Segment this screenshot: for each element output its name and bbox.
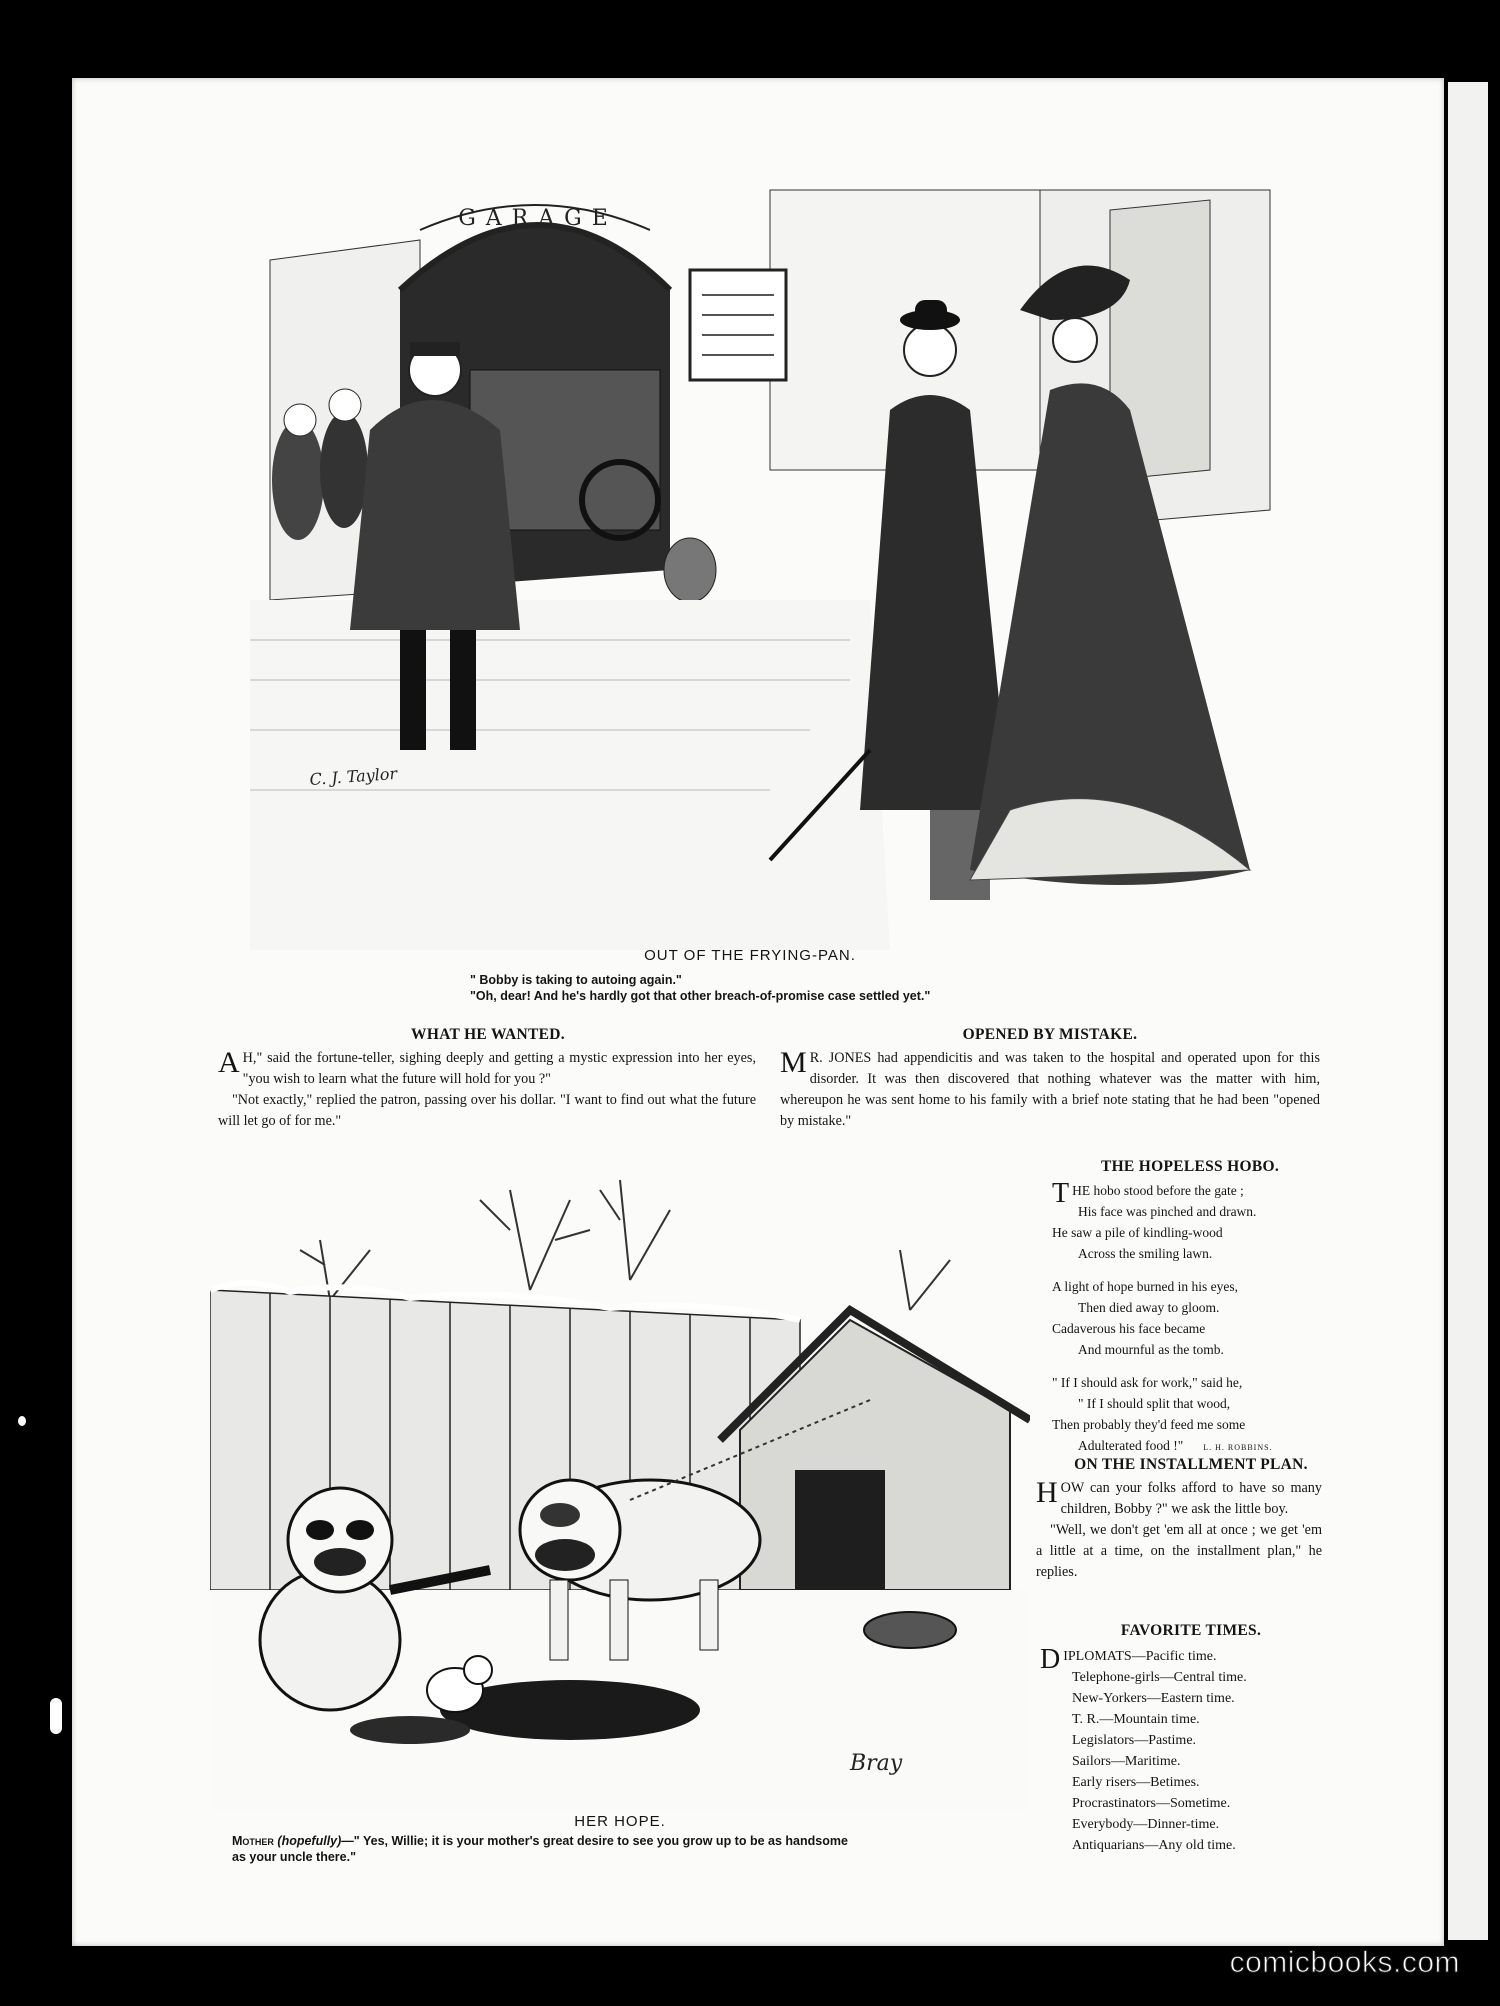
poem-line: HE hobo stood before the gate ; <box>1072 1183 1244 1198</box>
opened-by-mistake-para-1: R. JONES had appendicitis and was taken to the hospital and operated upon for this disorder. It was then discovered that nothing whatever was the matter with him, whereupon he was sent home to his family with a brief note stating that he had been "opened by mistake." <box>780 1050 1320 1129</box>
top-cartoon-title: OUT OF THE FRYING-PAN. <box>644 947 856 964</box>
poem-line: " If I should ask for work," said he, <box>1052 1375 1243 1390</box>
poem-stanza-1 <box>1052 1180 1352 1264</box>
scan-mark <box>50 1698 62 1734</box>
bottom-cartoon-line-2: as your uncle there." <box>232 1850 357 1864</box>
poem-line: Then probably they'd feed me some <box>1052 1417 1246 1432</box>
favorite-times-item: Sailors—Maritime. <box>1072 1754 1181 1769</box>
caption-speech: —" Yes, Willie; it is your mother's great desire to see you grow up to be as handsome <box>341 1834 848 1848</box>
bottom-cartoon-line-1 <box>232 1833 1032 1849</box>
favorite-times-dropcap: D <box>1040 1644 1061 1675</box>
favorite-times-item <box>1040 1644 1340 1675</box>
bottom-cartoon-title: HER HOPE. <box>574 1813 666 1830</box>
favorite-times-list <box>1040 1646 1340 1856</box>
garage-scene-drawing <box>250 170 1320 950</box>
caption-speaker: Mother <box>232 1834 274 1848</box>
poem-line: " If I should split that wood, <box>1078 1396 1231 1411</box>
favorite-times-item: Everybody—Dinner-time. <box>1072 1817 1220 1832</box>
poem-line: Then died away to gloom. <box>1078 1300 1220 1315</box>
site-watermark: comicbooks.com <box>1229 1946 1460 1979</box>
poem-line <box>1052 1435 1352 1458</box>
poem-line: His face was pinched and drawn. <box>1078 1204 1257 1219</box>
top-cartoon-illustration <box>250 170 1320 950</box>
installment-plan-para-1: OW can your folks afford to have so many children, Bobby ?" we ask the little boy. <box>1060 1480 1322 1517</box>
favorite-times-item: New-Yorkers—Eastern time. <box>1072 1691 1235 1706</box>
favorite-times-item: Procrastinators—Sometime. <box>1072 1796 1231 1811</box>
poem-stanza-3 <box>1052 1372 1352 1458</box>
top-cartoon-line-2: "Oh, dear! And he's hardly got that other breach-of-promise case settled yet." <box>470 989 931 1003</box>
hopeless-hobo-heading: THE HOPELESS HOBO. <box>1100 1158 1280 1175</box>
hopeless-hobo-poem <box>1052 1180 1352 1470</box>
top-cartoon-line-1: " Bobby is taking to autoing again." <box>470 973 682 987</box>
poem-line: A light of hope burned in his eyes, <box>1052 1279 1238 1294</box>
opened-by-mistake-heading: OPENED BY MISTAKE. <box>962 1026 1138 1043</box>
what-he-wanted-para-2: "Not exactly," replied the patron, passing over his dollar. "I want to find out what the future will let go of for me." <box>218 1092 756 1129</box>
favorite-times-item: Legislators—Pastime. <box>1072 1733 1197 1748</box>
facing-page-edge <box>1448 82 1488 1940</box>
bulldog-scene-drawing <box>210 1170 1030 1810</box>
poem-line: Cadaverous his face became <box>1052 1321 1206 1336</box>
favorite-times-item: Antiquarians—Any old time. <box>1072 1838 1236 1853</box>
poem-line-text: Adulterated food !" <box>1078 1438 1184 1453</box>
hopeless-hobo-dropcap: T <box>1052 1178 1070 1209</box>
what-he-wanted-heading: WHAT HE WANTED. <box>411 1026 565 1043</box>
favorite-times-item: Early risers—Betimes. <box>1072 1775 1200 1790</box>
bottom-cartoon-illustration <box>210 1170 1030 1810</box>
scan-mark <box>18 1416 26 1426</box>
installment-plan-para-2: "Well, we don't get 'em all at once ; we get 'em a little at a time, on the installment plan," he replies. <box>1036 1522 1322 1580</box>
favorite-times-heading: FAVORITE TIMES. <box>1120 1622 1262 1639</box>
poem-line: And mournful as the tomb. <box>1078 1342 1224 1357</box>
bottom-cartoon-signature: Bray <box>850 1751 903 1776</box>
favorite-times-item-text: IPLOMATS—Pacific time. <box>1063 1649 1217 1664</box>
poem-stanza-2 <box>1052 1276 1352 1360</box>
installment-plan-heading: ON THE INSTALLMENT PLAN. <box>1074 1456 1308 1473</box>
installment-plan-story <box>1036 1478 1322 1583</box>
opened-by-mistake-story <box>780 1048 1320 1132</box>
opened-by-mistake-dropcap: M <box>780 1046 807 1079</box>
top-cartoon-signature: C. J. Taylor <box>308 763 398 789</box>
what-he-wanted-dropcap: A <box>218 1046 240 1079</box>
caption-direction: (hopefully) <box>277 1834 342 1848</box>
installment-plan-dropcap: H <box>1036 1476 1058 1509</box>
favorite-times-item: Telephone-girls—Central time. <box>1072 1670 1247 1685</box>
poem-author: L. H. ROBBINS. <box>1203 1443 1273 1452</box>
favorite-times-item: T. R.—Mountain time. <box>1072 1712 1200 1727</box>
poem-line: He saw a pile of kindling-wood <box>1052 1225 1223 1240</box>
what-he-wanted-para-1: H," said the fortune-teller, sighing deeply and getting a mystic expression into her eyes, "you wish to learn what the future will hold for you ?" <box>242 1050 756 1087</box>
poem-line: Across the smiling lawn. <box>1078 1246 1213 1261</box>
garage-sign: GARAGE <box>458 206 618 231</box>
what-he-wanted-story <box>218 1048 756 1132</box>
